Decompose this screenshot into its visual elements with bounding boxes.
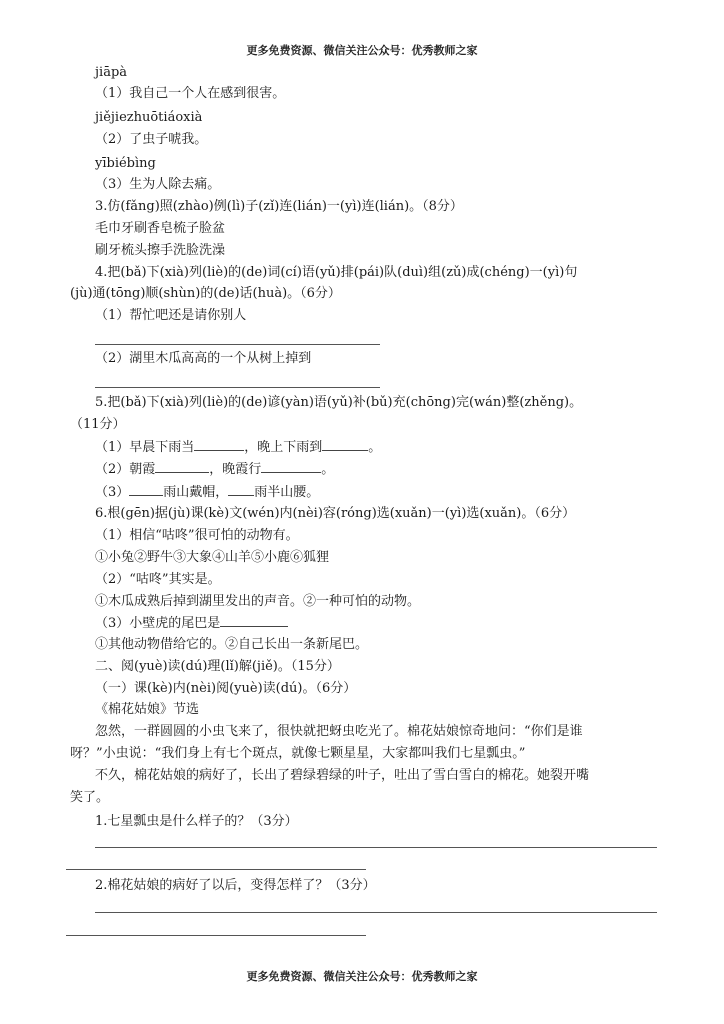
proverb-1-part-c: 。 — [368, 440, 382, 455]
fill-blank[interactable] — [220, 614, 288, 627]
fill-blank[interactable] — [129, 483, 163, 496]
answer-line[interactable] — [95, 387, 380, 388]
q6-options-3: ①其他动物借给它的。②自己长出一条新尾巴。 — [95, 637, 369, 652]
passage-line: 不久，棉花姑娘的病好了，长出了碧绿碧绿的叶子，吐出了雪白雪白的棉花。她裂开嘴 — [95, 768, 590, 783]
q6-sub-1: （1）相信“咕咚”很可怕的动物有。 — [95, 528, 299, 543]
part-2-title: 二、阅(yuè)读(dú)理(lǐ)解(jiě)。（15分） — [95, 659, 340, 674]
question-3-title: 3.仿(fǎng)照(zhào)例(lì)子(zǐ)连(lián)一(yì)连(lián)。（8分） — [95, 199, 463, 214]
passage-line: 笑了。 — [70, 790, 110, 805]
proverb-1-part-b: ，晚上下雨到 — [244, 440, 323, 455]
proverb-3-part-a: （3） — [95, 485, 130, 500]
page-header: 更多免费资源、微信关注公众号：优秀教师之家 — [246, 44, 478, 57]
fill-blank[interactable] — [261, 460, 321, 473]
page-footer: 更多免费资源、微信关注公众号：优秀教师之家 — [246, 970, 478, 983]
sentence-1: （1）我自己一个人在感到很害。 — [95, 86, 286, 101]
question-5-title-line1: 5.把(bǎ)下(xià)列(liè)的(de)谚(yàn)语(yǔ)补(bǔ)充(chōng)完(wán)整(zhěng)。 — [95, 395, 583, 410]
proverb-3 — [95, 483, 319, 502]
pinyin-jiapa: jiāpà — [95, 65, 128, 80]
proverb-1 — [95, 438, 381, 457]
q4-sentence-1: （1）帮忙吧还是请你别人 — [95, 308, 247, 323]
passage-line: 忽然，一群圆圆的小虫飞来了，很快就把蚜虫吃光了。棉花姑娘惊奇地问：“你们是谁 — [95, 724, 583, 739]
reading-question-1: 1.七星瓢虫是什么样子的？（3分） — [95, 814, 298, 829]
q6-sub-3 — [95, 614, 288, 633]
proverb-2 — [95, 460, 334, 479]
q4-sentence-2: （2）湖里木瓜高高的一个从树上掉到 — [95, 351, 312, 366]
q6-sub-3-text: （3）小壁虎的尾巴是 — [95, 616, 221, 631]
proverb-2-part-a: （2）朝霞 — [95, 462, 156, 477]
passage-line: 呀？”小虫说：“我们身上有七个斑点，就像七颗星星，大家都叫我们七星瓢虫。” — [70, 746, 526, 761]
question-4-title-line1: 4.把(bǎ)下(xià)列(liè)的(de)词(cí)语(yǔ)排(pái)队(duì)组(zǔ)成(chéng)一(yì)句 — [95, 265, 578, 280]
q6-options-1: ①小兔②野牛③大象④山羊⑤小鹿⑥狐狸 — [95, 550, 330, 565]
q6-sub-2: （2）“咕咚”其实是。 — [95, 572, 221, 587]
reading-question-2: 2.棉花姑娘的病好了以后，变得怎样了？（3分） — [95, 878, 376, 893]
passage-source: 《棉花姑娘》节选 — [95, 702, 200, 717]
fill-blank[interactable] — [228, 483, 254, 496]
q6-options-2: ①木瓜成熟后掉到湖里发出的声音。②一种可怕的动物。 — [95, 594, 421, 609]
sentence-2: （2）了虫子唬我。 — [95, 132, 208, 147]
proverb-2-part-b: ，晚霞行 — [209, 462, 262, 477]
sentence-3: （3）生为人除去痛。 — [95, 177, 221, 192]
word-row-2: 刷牙梳头擦手洗脸洗澡 — [95, 243, 226, 258]
proverb-1-part-a: （1）早晨下雨当 — [95, 440, 195, 455]
pinyin-jiejiezhuotiaoxia: jiějiezhuōtiáoxià — [95, 110, 203, 125]
answer-line[interactable] — [66, 935, 366, 936]
fill-blank[interactable] — [322, 438, 368, 451]
answer-line[interactable] — [66, 869, 366, 870]
word-row-1: 毛巾牙刷香皂梳子脸盆 — [95, 221, 226, 236]
question-4-title-line2: (jù)通(tōng)顺(shùn)的(de)话(huà)。（6分） — [70, 286, 341, 301]
question-5-title-line2: （11分） — [70, 417, 126, 432]
part-2-subtitle: （一）课(kè)内(nèi)阅(yuè)读(dú)。（6分） — [95, 681, 357, 696]
fill-blank[interactable] — [155, 460, 209, 473]
pinyin-yibiebing: yībiébìng — [95, 156, 156, 171]
answer-line[interactable] — [95, 847, 657, 848]
answer-line[interactable] — [95, 344, 380, 345]
proverb-2-part-c: 。 — [321, 462, 335, 477]
fill-blank[interactable] — [194, 438, 244, 451]
question-6-title: 6.根(gēn)据(jù)课(kè)文(wén)内(nèi)容(róng)选(xuǎn)一(yì)选(xuǎn)。（6分） — [95, 506, 576, 521]
proverb-3-part-b: 雨山戴帽， — [163, 485, 229, 500]
answer-line[interactable] — [95, 912, 657, 913]
proverb-3-part-c: 雨半山腰。 — [254, 485, 320, 500]
